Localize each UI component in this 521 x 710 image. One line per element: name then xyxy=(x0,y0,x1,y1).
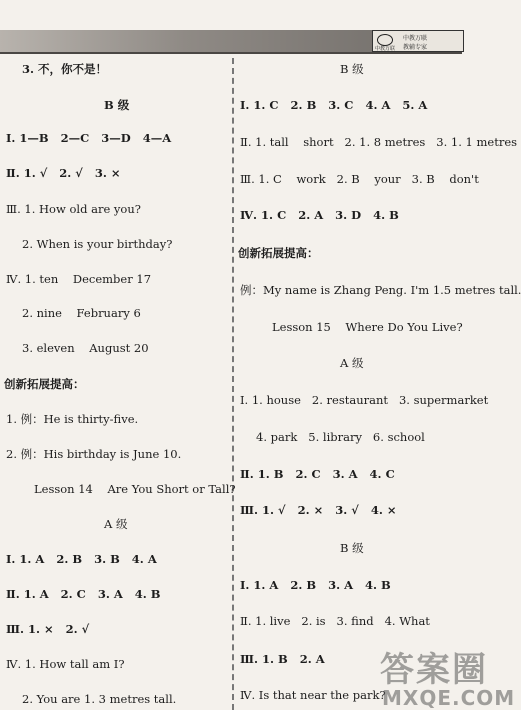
answer-line: Ⅲ. 1. √ 2. × 3. √ 4. × xyxy=(240,503,397,517)
answer-line: Ⅳ. 1. ten December 17 xyxy=(6,272,152,286)
answer-line: 2. You are 1. 3 metres tall. xyxy=(22,692,177,706)
section-heading-level-b: B 级 xyxy=(340,541,364,555)
answer-line: 3. 不，你不是！ xyxy=(22,62,108,76)
logo-line-1: 中教万联 xyxy=(403,35,428,42)
section-heading-level-b: B 级 xyxy=(340,62,364,76)
lesson-title: Lesson 15 Where Do You Live? xyxy=(272,320,463,334)
site-watermark xyxy=(372,640,516,710)
logo-line-2: 教辅专家 xyxy=(403,44,428,51)
watermark-url: MXQE.COM xyxy=(382,686,516,710)
answer-line: Ⅱ. 1. tall short 2. 1. 8 metres 3. 1. 1 metres xyxy=(240,135,518,149)
answer-line: 3. eleven August 20 xyxy=(22,341,149,355)
answer-line: 2. 例：His birthday is June 10. xyxy=(6,447,182,461)
answer-line: Ⅰ. 1. A 2. B 3. B 4. A xyxy=(6,552,157,566)
answer-line: Ⅳ. 1. How tall am I? xyxy=(6,657,125,671)
answer-line: 2. When is your birthday? xyxy=(22,237,173,251)
answer-line: Ⅱ. 1. live 2. is 3. find 4. What xyxy=(240,614,430,628)
section-heading-level-a: A 级 xyxy=(104,517,128,531)
answer-line: Ⅰ. 1. C 2. B 3. C 4. A 5. A xyxy=(240,98,428,112)
section-heading-extension: 创新拓展提高： xyxy=(238,246,319,260)
answer-line: Ⅱ. 1. B 2. C 3. A 4. C xyxy=(240,467,395,481)
answer-line: Ⅲ. 1. C work 2. B your 3. B don't xyxy=(240,172,479,186)
answer-line: Ⅲ. 1. × 2. √ xyxy=(6,622,90,636)
answer-line: 例：My name is Zhang Peng. I'm 1.5 metres tall. xyxy=(240,283,521,297)
answer-line: Ⅳ. 1. C 2. A 3. D 4. B xyxy=(240,208,399,222)
answer-line: 2. nine February 6 xyxy=(22,306,141,320)
column-divider xyxy=(232,58,234,710)
answer-line: Ⅱ. 1. √ 2. √ 3. × xyxy=(6,166,121,180)
answer-line: Ⅰ. 1. A 2. B 3. A 4. B xyxy=(240,578,391,592)
answer-line: Ⅲ. 1. How old are you? xyxy=(6,202,141,216)
lesson-title: Lesson 14 Are You Short or Tall? xyxy=(34,482,236,496)
logo-sub-text: 中教万联 xyxy=(375,46,396,52)
answer-line: 1. 例：He is thirty-five. xyxy=(6,412,139,426)
section-heading-level-b: B 级 xyxy=(104,98,130,112)
publisher-logo xyxy=(372,30,464,52)
watermark-logo-text: 答案圈 xyxy=(380,650,488,690)
answer-line: Ⅳ. Is that near the park? xyxy=(240,688,386,702)
answer-line: Ⅲ. 1. B 2. A xyxy=(240,652,325,666)
section-heading-level-a: A 级 xyxy=(340,356,364,370)
answer-line: Ⅰ. 1. house 2. restaurant 3. supermarket xyxy=(240,393,489,407)
answer-line: Ⅱ. 1. A 2. C 3. A 4. B xyxy=(6,587,161,601)
section-heading-extension: 创新拓展提高： xyxy=(4,377,85,391)
answer-line: Ⅰ. 1—B 2—C 3—D 4—A xyxy=(6,131,172,145)
answer-line: 4. park 5. library 6. school xyxy=(256,430,425,444)
